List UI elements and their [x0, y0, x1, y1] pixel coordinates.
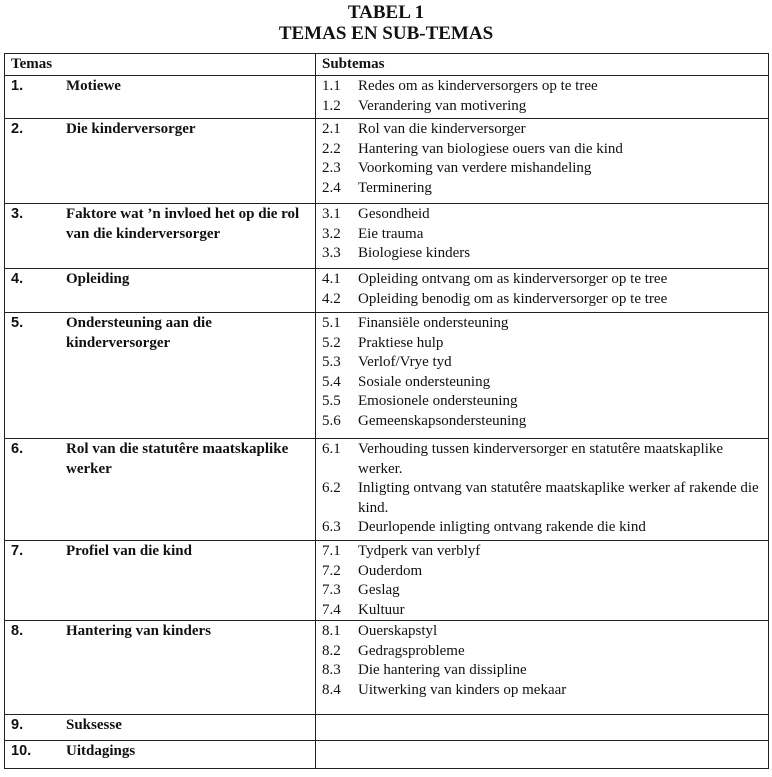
subtheme-item	[322, 542, 762, 562]
subtheme-number: 1.2	[322, 97, 341, 114]
subthemes-cell	[316, 76, 769, 119]
theme-cell	[5, 313, 316, 439]
subtheme-number: 8.1	[322, 623, 341, 639]
subtheme-text: Voorkoming van verdere mishandeling	[358, 160, 592, 176]
subtheme-item	[322, 179, 762, 199]
table-row	[5, 76, 769, 119]
subtheme-number: 8.3	[322, 662, 341, 678]
subtheme-text: Opleiding ontvang om as kinderversorger op te tree	[358, 271, 668, 287]
subthemes-cell	[316, 715, 769, 741]
subtheme-item	[322, 334, 762, 354]
theme-number: 6.	[11, 441, 24, 457]
theme-name: Rol van die statutêre maatskaplike werker	[66, 441, 289, 477]
subtheme-item	[322, 140, 762, 160]
header-row	[5, 54, 769, 76]
subtheme-number: 3.3	[322, 245, 341, 261]
theme-name: Hantering van kinders	[66, 623, 212, 639]
subtheme-text: Gesondheid	[358, 206, 430, 222]
subtheme-item	[322, 661, 762, 681]
subtheme-item	[322, 225, 762, 245]
subtheme-item	[322, 581, 762, 601]
subthemes-cell	[316, 204, 769, 269]
theme-name: Suksesse	[66, 717, 122, 733]
theme-number: 4.	[11, 271, 24, 287]
subtheme-item	[322, 77, 762, 97]
subtheme-text: Tydperk van verblyf	[358, 543, 481, 559]
subtheme-number: 7.3	[322, 582, 341, 598]
table-row	[5, 715, 769, 741]
theme-cell	[5, 715, 316, 741]
theme-cell	[5, 439, 316, 541]
subtheme-item	[322, 562, 762, 582]
subtheme-number: 5.4	[322, 373, 341, 390]
theme-cell	[5, 541, 316, 621]
subtheme-number: 5.6	[322, 412, 341, 429]
table-row	[5, 621, 769, 715]
subtheme-item	[322, 353, 762, 373]
header-themes: Temas	[5, 54, 316, 76]
subtheme-number: 5.1	[322, 315, 341, 331]
subtheme-number: 5.3	[322, 354, 341, 370]
subtheme-number: 7.1	[322, 543, 341, 559]
subtheme-item	[322, 97, 762, 117]
subtheme-number: 8.4	[322, 681, 341, 698]
subtheme-text: Verlof/Vrye tyd	[358, 354, 452, 370]
table-row	[5, 439, 769, 541]
subtheme-text: Die hantering van dissipline	[358, 662, 527, 678]
subtheme-number: 5.2	[322, 334, 341, 351]
theme-number: 1.	[11, 78, 24, 94]
theme-cell	[5, 204, 316, 269]
subthemes-cell	[316, 313, 769, 439]
subtheme-text: Eie trauma	[358, 225, 424, 242]
subtheme-number: 4.2	[322, 290, 341, 307]
subtheme-text: Terminering	[358, 179, 432, 196]
subtheme-number: 3.2	[322, 225, 341, 242]
theme-name: Ondersteuning aan die kinderversorger	[66, 315, 212, 351]
theme-number: 8.	[11, 623, 24, 639]
subtheme-number: 8.2	[322, 642, 341, 659]
subtheme-text: Rol van die kinderversorger	[358, 121, 526, 137]
subtheme-number: 6.2	[322, 480, 341, 496]
subtheme-number: 6.1	[322, 441, 341, 457]
subtheme-text: Gedragsprobleme	[358, 642, 465, 659]
subtheme-item	[322, 120, 762, 140]
theme-cell	[5, 269, 316, 313]
subtheme-number: 3.1	[322, 206, 341, 222]
subtheme-item	[322, 642, 762, 662]
table-row	[5, 313, 769, 439]
subtheme-text: Emosionele ondersteuning	[358, 393, 518, 409]
subtheme-number: 2.2	[322, 140, 341, 157]
table-row	[5, 204, 769, 269]
subtheme-item	[322, 244, 762, 264]
subtheme-text: Praktiese hulp	[358, 334, 444, 351]
theme-name: Opleiding	[66, 271, 130, 287]
subtheme-item	[322, 479, 762, 518]
subtheme-text: Verandering van motivering	[358, 97, 527, 114]
subtheme-item	[322, 392, 762, 412]
subtheme-text: Deurlopende inligting ontvang rakende die kind	[358, 519, 646, 535]
subtheme-item	[322, 314, 762, 334]
subtheme-text: Ouderdom	[358, 562, 423, 579]
subtheme-item	[322, 373, 762, 393]
subtheme-text: Opleiding benodig om as kinderversorger op te tree	[358, 290, 668, 307]
theme-cell	[5, 76, 316, 119]
subtheme-item	[322, 270, 762, 290]
subtheme-number: 1.1	[322, 78, 341, 94]
themes-table	[4, 53, 769, 769]
subtheme-number: 2.1	[322, 121, 341, 137]
table-row	[5, 541, 769, 621]
subtheme-number: 2.3	[322, 160, 341, 176]
subtheme-item	[322, 681, 762, 701]
header-subthemes: Subtemas	[316, 54, 769, 76]
subtheme-text: Finansiële ondersteuning	[358, 315, 509, 331]
theme-number: 5.	[11, 315, 24, 331]
subtheme-text: Uitwerking van kinders op mekaar	[358, 681, 567, 698]
subtheme-text: Geslag	[358, 582, 400, 598]
table-row	[5, 119, 769, 204]
theme-name: Die kinderversorger	[66, 121, 196, 137]
subthemes-cell	[316, 621, 769, 715]
theme-number: 2.	[11, 121, 24, 137]
subtheme-text: Ouerskapstyl	[358, 623, 438, 639]
subthemes-cell	[316, 439, 769, 541]
subtheme-item	[322, 290, 762, 310]
subtheme-item	[322, 205, 762, 225]
subtheme-item	[322, 159, 762, 179]
table-row	[5, 741, 769, 769]
subthemes-cell	[316, 119, 769, 204]
theme-number: 9.	[11, 717, 24, 733]
subtheme-text: Gemeenskapsondersteuning	[358, 412, 527, 429]
subtheme-text: Sosiale ondersteuning	[358, 373, 491, 390]
subtheme-text: Biologiese kinders	[358, 245, 471, 261]
table-title: TABEL 1	[347, 2, 425, 23]
theme-number: 10.	[11, 743, 32, 759]
subtheme-text: Redes om as kinderversorgers op te tree	[358, 78, 598, 94]
table-row	[5, 269, 769, 313]
subthemes-cell	[316, 269, 769, 313]
theme-name: Motiewe	[66, 78, 121, 94]
theme-number: 3.	[11, 206, 24, 222]
theme-name: Faktore wat ’n invloed het op die rol van die kinderversorger	[66, 206, 300, 242]
subtheme-item	[322, 440, 762, 479]
subtheme-text: Verhouding tussen kinderversorger en statutêre maatskaplike werker.	[358, 441, 724, 477]
subtheme-item	[322, 622, 762, 642]
theme-cell	[5, 741, 316, 769]
subtheme-number: 2.4	[322, 179, 341, 196]
subtheme-number: 7.2	[322, 562, 341, 579]
subtheme-number: 5.5	[322, 393, 341, 409]
subtheme-text: Kultuur	[358, 601, 405, 618]
subthemes-cell	[316, 741, 769, 769]
theme-cell	[5, 621, 316, 715]
theme-cell	[5, 119, 316, 204]
subtheme-item	[322, 518, 762, 538]
subtheme-text: Inligting ontvang van statutêre maatskaplike werker af rakende die kind.	[358, 480, 759, 516]
table-subtitle: TEMAS EN SUB-TEMAS	[278, 23, 494, 44]
theme-number: 7.	[11, 543, 24, 559]
subtheme-number: 7.4	[322, 601, 341, 618]
subtheme-text: Hantering van biologiese ouers van die kind	[358, 140, 623, 157]
theme-name: Uitdagings	[66, 743, 136, 759]
subtheme-item	[322, 601, 762, 621]
subthemes-cell	[316, 541, 769, 621]
theme-name: Profiel van die kind	[66, 543, 192, 559]
subtheme-item	[322, 412, 762, 432]
subtheme-number: 4.1	[322, 271, 341, 287]
subtheme-number: 6.3	[322, 519, 341, 535]
